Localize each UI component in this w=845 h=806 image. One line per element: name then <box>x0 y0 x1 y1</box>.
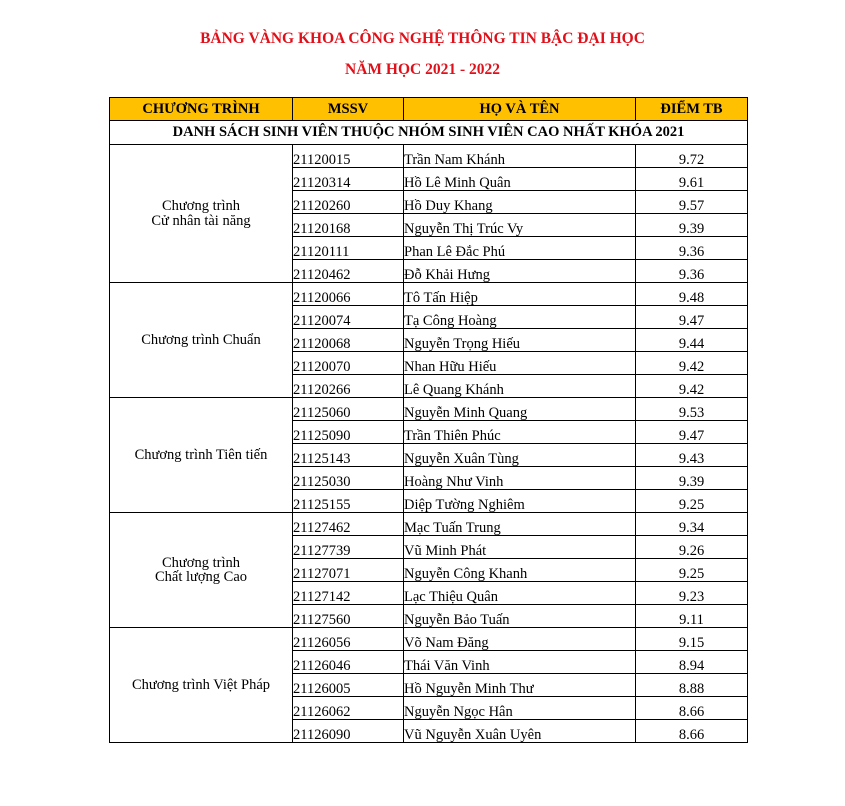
score-cell: 9.36 <box>636 237 748 260</box>
mssv-cell: 21120168 <box>293 214 404 237</box>
score-cell: 9.36 <box>636 260 748 283</box>
student-name-cell: Nguyễn Công Khanh <box>404 559 636 582</box>
mssv-cell: 21126046 <box>293 651 404 674</box>
student-name-cell: Lê Quang Khánh <box>404 375 636 398</box>
student-name-cell: Tô Tấn Hiệp <box>404 283 636 306</box>
student-name-cell: Thái Văn Vinh <box>404 651 636 674</box>
score-cell: 9.26 <box>636 536 748 559</box>
header-mssv: MSSV <box>293 98 404 121</box>
table-subheading-row <box>110 121 748 145</box>
table-header-row <box>110 98 748 121</box>
score-cell: 9.42 <box>636 375 748 398</box>
mssv-cell: 21120266 <box>293 375 404 398</box>
score-cell: 9.42 <box>636 352 748 375</box>
score-cell: 8.66 <box>636 720 748 743</box>
score-cell: 9.34 <box>636 513 748 536</box>
score-cell: 9.39 <box>636 467 748 490</box>
student-name-cell: Nguyễn Bảo Tuấn <box>404 605 636 628</box>
score-cell: 9.43 <box>636 444 748 467</box>
student-name-cell: Nguyễn Trọng Hiếu <box>404 329 636 352</box>
student-name-cell: Vũ Nguyễn Xuân Uyên <box>404 720 636 743</box>
table-row <box>110 398 748 421</box>
program-name-cell: Chương trình Chất lượng Cao <box>110 513 293 628</box>
header-score: ĐIỂM TB <box>636 98 748 121</box>
student-name-cell: Trần Thiên Phúc <box>404 421 636 444</box>
table-row <box>110 145 748 168</box>
mssv-cell: 21127560 <box>293 605 404 628</box>
table-row <box>110 513 748 536</box>
score-cell: 9.48 <box>636 283 748 306</box>
mssv-cell: 21120070 <box>293 352 404 375</box>
mssv-cell: 21125155 <box>293 490 404 513</box>
student-name-cell: Hoàng Như Vinh <box>404 467 636 490</box>
program-name-cell: Chương trình Việt Pháp <box>110 628 293 743</box>
mssv-cell: 21120015 <box>293 145 404 168</box>
mssv-cell: 21125060 <box>293 398 404 421</box>
program-name-cell: Chương trình Chuẩn <box>110 283 293 398</box>
honor-roll-table <box>109 97 748 743</box>
student-name-cell: Vũ Minh Phát <box>404 536 636 559</box>
student-name-cell: Nguyễn Thị Trúc Vy <box>404 214 636 237</box>
mssv-cell: 21127739 <box>293 536 404 559</box>
program-name-cell: Chương trình Tiên tiến <box>110 398 293 513</box>
mssv-cell: 21127462 <box>293 513 404 536</box>
score-cell: 9.47 <box>636 306 748 329</box>
table-row <box>110 628 748 651</box>
student-name-cell: Đỗ Khải Hưng <box>404 260 636 283</box>
mssv-cell: 21125090 <box>293 421 404 444</box>
program-name-cell: Chương trình Cử nhân tài năng <box>110 145 293 283</box>
student-name-cell: Nguyễn Xuân Tùng <box>404 444 636 467</box>
student-name-cell: Hồ Nguyễn Minh Thư <box>404 674 636 697</box>
mssv-cell: 21120314 <box>293 168 404 191</box>
table-row <box>110 283 748 306</box>
mssv-cell: 21125030 <box>293 467 404 490</box>
score-cell: 9.23 <box>636 582 748 605</box>
mssv-cell: 21120068 <box>293 329 404 352</box>
mssv-cell: 21127142 <box>293 582 404 605</box>
student-name-cell: Nhan Hữu Hiếu <box>404 352 636 375</box>
score-cell: 9.57 <box>636 191 748 214</box>
student-name-cell: Tạ Công Hoàng <box>404 306 636 329</box>
header-program: CHƯƠNG TRÌNH <box>110 98 293 121</box>
page-title: BẢNG VÀNG KHOA CÔNG NGHỆ THÔNG TIN BẬC ĐẠI HỌC <box>200 30 645 47</box>
mssv-cell: 21126090 <box>293 720 404 743</box>
score-cell: 9.11 <box>636 605 748 628</box>
score-cell: 9.47 <box>636 421 748 444</box>
mssv-cell: 21120066 <box>293 283 404 306</box>
mssv-cell: 21120260 <box>293 191 404 214</box>
mssv-cell: 21126056 <box>293 628 404 651</box>
student-name-cell: Phan Lê Đắc Phú <box>404 237 636 260</box>
student-name-cell: Trần Nam Khánh <box>404 145 636 168</box>
table-subheading: DANH SÁCH SINH VIÊN THUỘC NHÓM SINH VIÊN CAO NHẤT KHÓA 2021 <box>110 121 748 145</box>
student-name-cell: Hồ Lê Minh Quân <box>404 168 636 191</box>
score-cell: 8.94 <box>636 651 748 674</box>
header-name: HỌ VÀ TÊN <box>404 98 636 121</box>
mssv-cell: 21126062 <box>293 697 404 720</box>
score-cell: 9.44 <box>636 329 748 352</box>
mssv-cell: 21120111 <box>293 237 404 260</box>
score-cell: 9.53 <box>636 398 748 421</box>
score-cell: 8.66 <box>636 697 748 720</box>
score-cell: 9.61 <box>636 168 748 191</box>
mssv-cell: 21125143 <box>293 444 404 467</box>
score-cell: 9.25 <box>636 490 748 513</box>
mssv-cell: 21126005 <box>293 674 404 697</box>
academic-year-subtitle: NĂM HỌC 2021 - 2022 <box>345 61 500 78</box>
student-name-cell: Võ Nam Đăng <box>404 628 636 651</box>
student-name-cell: Nguyễn Minh Quang <box>404 398 636 421</box>
score-cell: 8.88 <box>636 674 748 697</box>
mssv-cell: 21120074 <box>293 306 404 329</box>
mssv-cell: 21127071 <box>293 559 404 582</box>
student-name-cell: Mạc Tuấn Trung <box>404 513 636 536</box>
student-name-cell: Lạc Thiệu Quân <box>404 582 636 605</box>
score-cell: 9.25 <box>636 559 748 582</box>
student-name-cell: Nguyễn Ngọc Hân <box>404 697 636 720</box>
student-name-cell: Hồ Duy Khang <box>404 191 636 214</box>
student-name-cell: Diệp Tường Nghiêm <box>404 490 636 513</box>
mssv-cell: 21120462 <box>293 260 404 283</box>
score-cell: 9.15 <box>636 628 748 651</box>
score-cell: 9.72 <box>636 145 748 168</box>
score-cell: 9.39 <box>636 214 748 237</box>
table-body <box>110 121 748 743</box>
